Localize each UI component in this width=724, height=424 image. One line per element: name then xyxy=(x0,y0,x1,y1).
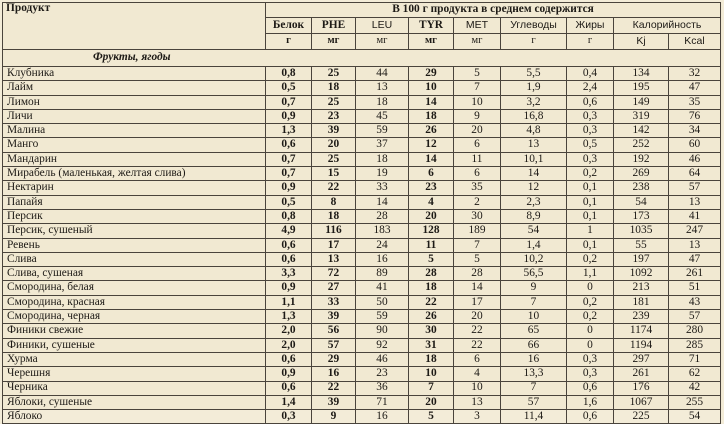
table-row xyxy=(3,138,721,152)
cell-fats: 0 xyxy=(567,281,614,295)
cell-carbs: 66 xyxy=(501,338,567,352)
table-row xyxy=(3,252,721,266)
cell-phe: 18 xyxy=(312,81,356,95)
cell-carbs: 7 xyxy=(501,295,567,309)
cell-phe: 25 xyxy=(312,67,356,81)
cell-met: 6 xyxy=(454,167,501,181)
cell-phe: 22 xyxy=(312,181,356,195)
cell-kj: 252 xyxy=(614,138,669,152)
cell-phe: 13 xyxy=(312,252,356,266)
cell-fats: 1 xyxy=(567,224,614,238)
cell-leu: 24 xyxy=(356,238,409,252)
unit-protein: г xyxy=(266,34,312,50)
cell-tyr: 11 xyxy=(409,238,454,252)
cell-product-name: Смородина, черная xyxy=(3,310,266,324)
cell-fats: 0 xyxy=(567,338,614,352)
cell-kj: 192 xyxy=(614,152,669,166)
cell-kcal: 43 xyxy=(669,295,721,309)
cell-carbs: 10,2 xyxy=(501,252,567,266)
cell-kj: 173 xyxy=(614,209,669,223)
cell-kcal: 47 xyxy=(669,252,721,266)
cell-carbs: 10 xyxy=(501,310,567,324)
cell-phe: 17 xyxy=(312,238,356,252)
cell-tyr: 12 xyxy=(409,138,454,152)
cell-met: 9 xyxy=(454,109,501,123)
cell-kcal: 46 xyxy=(669,152,721,166)
table-row xyxy=(3,367,721,381)
table-row xyxy=(3,381,721,395)
cell-met: 7 xyxy=(454,81,501,95)
table-row xyxy=(3,152,721,166)
cell-tyr: 20 xyxy=(409,209,454,223)
table-row xyxy=(3,167,721,181)
table-row xyxy=(3,238,721,252)
cell-kj: 239 xyxy=(614,310,669,324)
header-fats: Жиры xyxy=(567,18,614,34)
cell-carbs: 16 xyxy=(501,352,567,366)
cell-carbs: 8,9 xyxy=(501,209,567,223)
cell-met: 3 xyxy=(454,410,501,424)
cell-phe: 56 xyxy=(312,324,356,338)
cell-product-name: Финики свежие xyxy=(3,324,266,338)
cell-tyr: 4 xyxy=(409,195,454,209)
cell-phe: 116 xyxy=(312,224,356,238)
cell-fats: 0,3 xyxy=(567,352,614,366)
cell-leu: 28 xyxy=(356,209,409,223)
cell-phe: 9 xyxy=(312,410,356,424)
cell-phe: 39 xyxy=(312,310,356,324)
table-row xyxy=(3,124,721,138)
cell-leu: 14 xyxy=(356,195,409,209)
cell-product-name: Мандарин xyxy=(3,152,266,166)
header-met: MET xyxy=(454,18,501,34)
cell-kcal: 62 xyxy=(669,367,721,381)
cell-kj: 1035 xyxy=(614,224,669,238)
cell-fats: 0,1 xyxy=(567,209,614,223)
cell-kj: 1092 xyxy=(614,267,669,281)
cell-kj: 225 xyxy=(614,410,669,424)
cell-phe: 16 xyxy=(312,367,356,381)
table-row xyxy=(3,395,721,409)
cell-kj: 261 xyxy=(614,367,669,381)
cell-leu: 92 xyxy=(356,338,409,352)
cell-product-name: Черешня xyxy=(3,367,266,381)
cell-met: 20 xyxy=(454,310,501,324)
cell-met: 10 xyxy=(454,381,501,395)
cell-tyr: 18 xyxy=(409,109,454,123)
table-row xyxy=(3,95,721,109)
cell-phe: 33 xyxy=(312,295,356,309)
unit-carbs: г xyxy=(501,34,567,50)
cell-tyr: 26 xyxy=(409,124,454,138)
cell-tyr: 7 xyxy=(409,381,454,395)
cell-carbs: 4,8 xyxy=(501,124,567,138)
cell-carbs: 13,3 xyxy=(501,367,567,381)
cell-tyr: 6 xyxy=(409,167,454,181)
cell-fats: 0,2 xyxy=(567,310,614,324)
cell-protein: 2,0 xyxy=(266,324,312,338)
cell-protein: 0,9 xyxy=(266,181,312,195)
cell-product-name: Лайм xyxy=(3,81,266,95)
cell-met: 6 xyxy=(454,352,501,366)
section-row xyxy=(3,50,721,67)
cell-product-name: Манго xyxy=(3,138,266,152)
cell-product-name: Нектарин xyxy=(3,181,266,195)
cell-met: 35 xyxy=(454,181,501,195)
cell-kcal: 35 xyxy=(669,95,721,109)
unit-tyr: мг xyxy=(409,34,454,50)
cell-leu: 16 xyxy=(356,252,409,266)
cell-met: 30 xyxy=(454,209,501,223)
cell-product-name: Финики, сушеные xyxy=(3,338,266,352)
cell-protein: 0,7 xyxy=(266,167,312,181)
table-row xyxy=(3,281,721,295)
cell-leu: 44 xyxy=(356,67,409,81)
cell-leu: 18 xyxy=(356,152,409,166)
cell-met: 14 xyxy=(454,281,501,295)
unit-phe: мг xyxy=(312,34,356,50)
table-row xyxy=(3,324,721,338)
cell-fats: 0,2 xyxy=(567,295,614,309)
cell-tyr: 18 xyxy=(409,352,454,366)
cell-phe: 23 xyxy=(312,109,356,123)
cell-kcal: 13 xyxy=(669,238,721,252)
cell-kcal: 247 xyxy=(669,224,721,238)
cell-fats: 0,1 xyxy=(567,195,614,209)
cell-leu: 19 xyxy=(356,167,409,181)
cell-carbs: 12 xyxy=(501,181,567,195)
cell-protein: 0,7 xyxy=(266,95,312,109)
cell-met: 7 xyxy=(454,238,501,252)
cell-product-name: Малина xyxy=(3,124,266,138)
cell-carbs: 13 xyxy=(501,138,567,152)
cell-tyr: 18 xyxy=(409,281,454,295)
cell-carbs: 56,5 xyxy=(501,267,567,281)
cell-product-name: Слива, сушеная xyxy=(3,267,266,281)
cell-protein: 0,6 xyxy=(266,238,312,252)
cell-product-name: Яблоки, сушеные xyxy=(3,395,266,409)
cell-protein: 1,4 xyxy=(266,395,312,409)
cell-protein: 0,5 xyxy=(266,195,312,209)
cell-fats: 0,3 xyxy=(567,124,614,138)
header-tyr: TYR xyxy=(409,18,454,34)
cell-carbs: 3,2 xyxy=(501,95,567,109)
table-row xyxy=(3,267,721,281)
unit-met: мг xyxy=(454,34,501,50)
cell-product-name: Хурма xyxy=(3,352,266,366)
cell-tyr: 28 xyxy=(409,267,454,281)
unit-kcal: Kcal xyxy=(669,34,721,50)
header-phe: PHE xyxy=(312,18,356,34)
cell-product-name: Смородина, красная xyxy=(3,295,266,309)
table-row xyxy=(3,109,721,123)
cell-product-name: Смородина, белая xyxy=(3,281,266,295)
cell-met: 22 xyxy=(454,324,501,338)
cell-product-name: Папайя xyxy=(3,195,266,209)
cell-leu: 33 xyxy=(356,181,409,195)
cell-product-name: Слива xyxy=(3,252,266,266)
cell-leu: 41 xyxy=(356,281,409,295)
cell-kcal: 51 xyxy=(669,281,721,295)
cell-product-name: Черника xyxy=(3,381,266,395)
cell-fats: 0,1 xyxy=(567,238,614,252)
cell-kcal: 34 xyxy=(669,124,721,138)
cell-kj: 269 xyxy=(614,167,669,181)
cell-tyr: 20 xyxy=(409,395,454,409)
cell-kj: 297 xyxy=(614,352,669,366)
cell-fats: 0,1 xyxy=(567,181,614,195)
cell-product-name: Персик xyxy=(3,209,266,223)
cell-carbs: 10,1 xyxy=(501,152,567,166)
cell-phe: 72 xyxy=(312,267,356,281)
cell-kcal: 76 xyxy=(669,109,721,123)
cell-protein: 1,1 xyxy=(266,295,312,309)
cell-kj: 213 xyxy=(614,281,669,295)
cell-kcal: 42 xyxy=(669,381,721,395)
cell-tyr: 26 xyxy=(409,310,454,324)
cell-carbs: 65 xyxy=(501,324,567,338)
cell-leu: 46 xyxy=(356,352,409,366)
cell-met: 189 xyxy=(454,224,501,238)
cell-protein: 0,5 xyxy=(266,81,312,95)
cell-protein: 0,3 xyxy=(266,410,312,424)
cell-protein: 0,9 xyxy=(266,109,312,123)
cell-protein: 0,7 xyxy=(266,152,312,166)
cell-met: 11 xyxy=(454,152,501,166)
cell-tyr: 23 xyxy=(409,181,454,195)
cell-carbs: 1,9 xyxy=(501,81,567,95)
cell-leu: 50 xyxy=(356,295,409,309)
cell-leu: 18 xyxy=(356,95,409,109)
section-label: Фрукты, ягоды xyxy=(3,50,721,67)
cell-leu: 90 xyxy=(356,324,409,338)
cell-protein: 4,9 xyxy=(266,224,312,238)
cell-tyr: 5 xyxy=(409,252,454,266)
nutrition-table-sheet xyxy=(2,2,722,423)
table-row xyxy=(3,224,721,238)
cell-met: 5 xyxy=(454,252,501,266)
cell-kcal: 13 xyxy=(669,195,721,209)
header-leu: LEU xyxy=(356,18,409,34)
cell-protein: 3,3 xyxy=(266,267,312,281)
cell-fats: 0,4 xyxy=(567,67,614,81)
cell-fats: 0,5 xyxy=(567,138,614,152)
cell-carbs: 11,4 xyxy=(501,410,567,424)
cell-carbs: 5,5 xyxy=(501,67,567,81)
cell-fats: 0 xyxy=(567,324,614,338)
cell-protein: 0,8 xyxy=(266,67,312,81)
cell-protein: 1,3 xyxy=(266,310,312,324)
table-row xyxy=(3,195,721,209)
cell-kj: 55 xyxy=(614,238,669,252)
cell-kcal: 57 xyxy=(669,310,721,324)
cell-kj: 197 xyxy=(614,252,669,266)
header-carbs: Углеводы xyxy=(501,18,567,34)
cell-leu: 59 xyxy=(356,310,409,324)
cell-tyr: 128 xyxy=(409,224,454,238)
cell-phe: 57 xyxy=(312,338,356,352)
cell-tyr: 5 xyxy=(409,410,454,424)
cell-met: 10 xyxy=(454,95,501,109)
cell-leu: 183 xyxy=(356,224,409,238)
cell-fats: 2,4 xyxy=(567,81,614,95)
cell-met: 5 xyxy=(454,67,501,81)
cell-product-name: Персик, сушеный xyxy=(3,224,266,238)
table-row xyxy=(3,81,721,95)
cell-carbs: 54 xyxy=(501,224,567,238)
table-row xyxy=(3,310,721,324)
cell-tyr: 31 xyxy=(409,338,454,352)
cell-carbs: 9 xyxy=(501,281,567,295)
cell-kj: 181 xyxy=(614,295,669,309)
cell-tyr: 10 xyxy=(409,81,454,95)
table-row xyxy=(3,295,721,309)
cell-phe: 25 xyxy=(312,95,356,109)
cell-protein: 0,6 xyxy=(266,138,312,152)
cell-kj: 1194 xyxy=(614,338,669,352)
nutrition-table xyxy=(2,2,721,424)
cell-kj: 1067 xyxy=(614,395,669,409)
cell-protein: 1,3 xyxy=(266,124,312,138)
cell-met: 2 xyxy=(454,195,501,209)
table-row xyxy=(3,338,721,352)
cell-kj: 149 xyxy=(614,95,669,109)
cell-fats: 0,3 xyxy=(567,367,614,381)
cell-tyr: 29 xyxy=(409,67,454,81)
cell-carbs: 14 xyxy=(501,167,567,181)
cell-fats: 0,6 xyxy=(567,410,614,424)
cell-met: 13 xyxy=(454,395,501,409)
cell-kcal: 280 xyxy=(669,324,721,338)
cell-leu: 45 xyxy=(356,109,409,123)
cell-phe: 8 xyxy=(312,195,356,209)
unit-leu: мг xyxy=(356,34,409,50)
table-row xyxy=(3,181,721,195)
cell-product-name: Ревень xyxy=(3,238,266,252)
cell-leu: 13 xyxy=(356,81,409,95)
cell-leu: 23 xyxy=(356,367,409,381)
table-row xyxy=(3,352,721,366)
cell-phe: 25 xyxy=(312,152,356,166)
cell-kcal: 285 xyxy=(669,338,721,352)
cell-met: 28 xyxy=(454,267,501,281)
cell-met: 22 xyxy=(454,338,501,352)
cell-met: 6 xyxy=(454,138,501,152)
cell-fats: 1,6 xyxy=(567,395,614,409)
cell-kj: 142 xyxy=(614,124,669,138)
cell-kcal: 261 xyxy=(669,267,721,281)
cell-kcal: 255 xyxy=(669,395,721,409)
cell-protein: 0,9 xyxy=(266,367,312,381)
cell-phe: 27 xyxy=(312,281,356,295)
cell-tyr: 30 xyxy=(409,324,454,338)
cell-met: 20 xyxy=(454,124,501,138)
cell-kcal: 60 xyxy=(669,138,721,152)
cell-fats: 0,2 xyxy=(567,167,614,181)
cell-tyr: 14 xyxy=(409,95,454,109)
header-protein: Белок xyxy=(266,18,312,34)
cell-product-name: Мирабель (маленькая, желтая слива) xyxy=(3,167,266,181)
cell-kj: 134 xyxy=(614,67,669,81)
cell-phe: 39 xyxy=(312,395,356,409)
cell-leu: 89 xyxy=(356,267,409,281)
cell-phe: 18 xyxy=(312,209,356,223)
cell-phe: 39 xyxy=(312,124,356,138)
header-calories: Калорийность xyxy=(614,18,721,34)
cell-carbs: 7 xyxy=(501,381,567,395)
cell-phe: 15 xyxy=(312,167,356,181)
cell-fats: 0,3 xyxy=(567,109,614,123)
table-row xyxy=(3,67,721,81)
cell-tyr: 10 xyxy=(409,367,454,381)
cell-protein: 0,6 xyxy=(266,381,312,395)
cell-tyr: 22 xyxy=(409,295,454,309)
cell-kj: 54 xyxy=(614,195,669,209)
unit-fats: г xyxy=(567,34,614,50)
cell-kcal: 64 xyxy=(669,167,721,181)
cell-protein: 0,9 xyxy=(266,281,312,295)
cell-kcal: 32 xyxy=(669,67,721,81)
cell-leu: 16 xyxy=(356,410,409,424)
cell-kj: 238 xyxy=(614,181,669,195)
cell-protein: 2,0 xyxy=(266,338,312,352)
cell-protein: 0,6 xyxy=(266,352,312,366)
cell-leu: 37 xyxy=(356,138,409,152)
cell-product-name: Клубника xyxy=(3,67,266,81)
cell-kj: 195 xyxy=(614,81,669,95)
cell-met: 4 xyxy=(454,367,501,381)
cell-fats: 0,6 xyxy=(567,381,614,395)
cell-product-name: Лимон xyxy=(3,95,266,109)
cell-carbs: 2,3 xyxy=(501,195,567,209)
cell-kcal: 47 xyxy=(669,81,721,95)
cell-kcal: 57 xyxy=(669,181,721,195)
cell-carbs: 16,8 xyxy=(501,109,567,123)
cell-kj: 176 xyxy=(614,381,669,395)
header-title: В 100 г продукта в среднем содержится xyxy=(266,3,721,18)
cell-carbs: 1,4 xyxy=(501,238,567,252)
cell-fats: 0,2 xyxy=(567,252,614,266)
cell-tyr: 14 xyxy=(409,152,454,166)
cell-kcal: 41 xyxy=(669,209,721,223)
header-product: Продукт xyxy=(3,3,266,50)
cell-leu: 59 xyxy=(356,124,409,138)
cell-product-name: Яблоко xyxy=(3,410,266,424)
cell-leu: 36 xyxy=(356,381,409,395)
cell-phe: 22 xyxy=(312,381,356,395)
cell-kcal: 71 xyxy=(669,352,721,366)
cell-protein: 0,6 xyxy=(266,252,312,266)
cell-fats: 0,3 xyxy=(567,152,614,166)
cell-leu: 71 xyxy=(356,395,409,409)
table-row xyxy=(3,209,721,223)
cell-fats: 1,1 xyxy=(567,267,614,281)
cell-product-name: Личи xyxy=(3,109,266,123)
cell-phe: 29 xyxy=(312,352,356,366)
cell-kj: 319 xyxy=(614,109,669,123)
cell-kcal: 54 xyxy=(669,410,721,424)
cell-fats: 0,6 xyxy=(567,95,614,109)
cell-protein: 0,8 xyxy=(266,209,312,223)
cell-carbs: 57 xyxy=(501,395,567,409)
unit-kj: Kj xyxy=(614,34,669,50)
cell-kj: 1174 xyxy=(614,324,669,338)
cell-met: 17 xyxy=(454,295,501,309)
cell-phe: 20 xyxy=(312,138,356,152)
